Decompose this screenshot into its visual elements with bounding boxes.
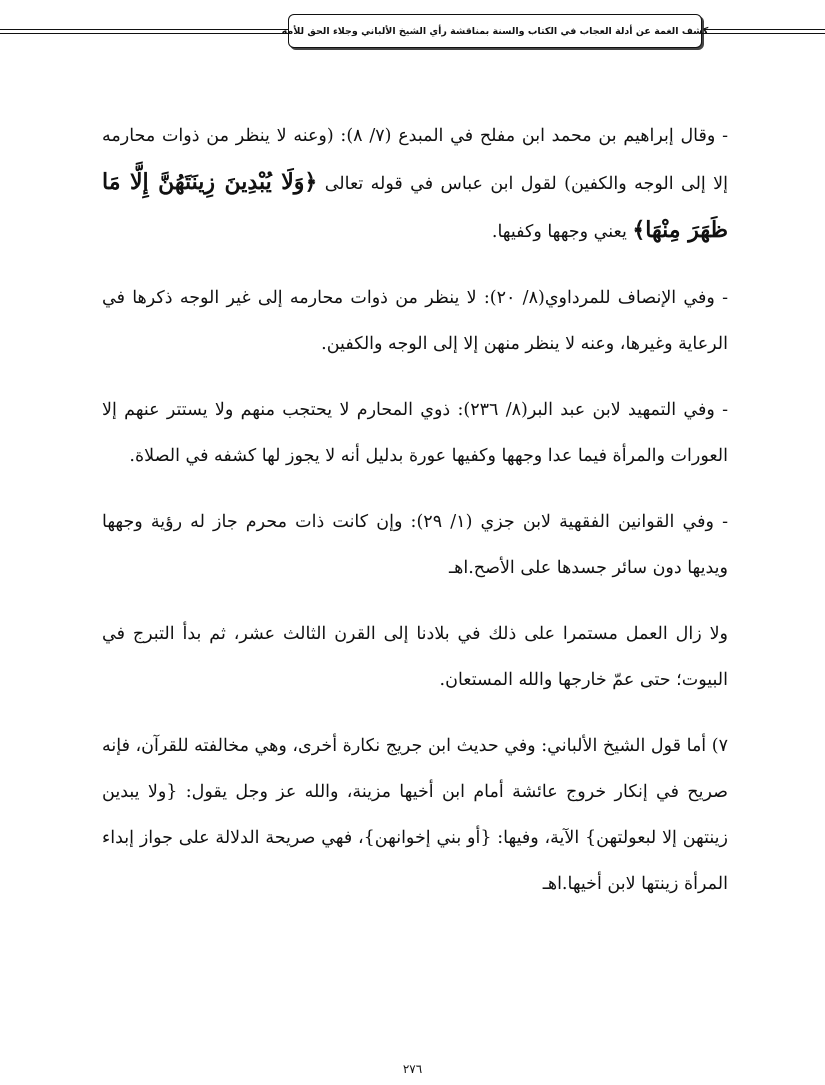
page-body <box>102 113 728 907</box>
running-header <box>281 14 709 48</box>
paragraph-albani-response: ٧) أما قول الشيخ الألباني: وفي حديث ابن جريج نكارة أخرى، وهي مخالفته للقرآن، فإنه صريح في إنكار خروج عائشة أمام ابن أخيها مزينة، والله عز وجل يقول: {ولا يبدين زينتهن إلا لبعولتهن} الآية، وفيها: {أو بني إخوانهن}، فهي صريحة الدلالة على جواز إبداء المرأة زينتها لابن أخيها.اهـ <box>102 736 728 894</box>
page-number: ٢٧٦ <box>402 1062 423 1076</box>
paragraph-practice: ولا زال العمل مستمرا على ذلك في بلادنا إلى القرن الثالث عشر، ثم بدأ التبرج في البيوت؛ حتى عمّ خارجها والله المستعان. <box>102 624 728 690</box>
paragraph-text: يعني وجهها وكفيها. <box>491 222 633 242</box>
paragraph-qawanin: - وفي القوانين الفقهية لابن جزي (١/ ٢٩): وإن كانت ذات محرم جاز له رؤية وجهها ويديها دون سائر جسدها على الأصح.اهـ <box>102 512 728 578</box>
paragraph-text: - وقال إبراهيم بن محمد ابن مفلح في المبدع (٧/ ٨): (وعنه لا ينظر من ذوات محارمه إلا إلى الوجه والكفين) لقول ابن عباس في قوله تعالى <box>102 126 729 194</box>
paragraph-insaf: - وفي الإنصاف للمرداوي(٨/ ٢٠): لا ينظر من ذوات محارمه إلى غير الوجه ذكرها في الرعاية وغيرها، وعنه لا ينظر منهن إلا إلى الوجه والكفين. <box>102 288 729 354</box>
paragraph-tamhid: - وفي التمهيد لابن عبد البر(٨/ ٢٣٦): ذوي المحارم لا يحتجب منهم ولا يستتر عنهم إلا العورات والمرأة فيما عدا وجهها وكفيها عورة بدليل أنه لا يجوز لها كشفه في الصلاة. <box>102 400 729 466</box>
running-header-title: كشف الغمة عن أدلة العجاب في الكتاب والسنة بمناقشة رأي الشيخ الألباني وجلاء الحق للأمة <box>281 25 709 37</box>
paragraph-ibn-muflih <box>102 113 728 255</box>
quran-verse: ﴿وَلَا يُبْدِينَ زِينَتَهُنَّ إِلَّا مَا ظَهَرَ مِنْهَا﴾ <box>102 169 728 243</box>
